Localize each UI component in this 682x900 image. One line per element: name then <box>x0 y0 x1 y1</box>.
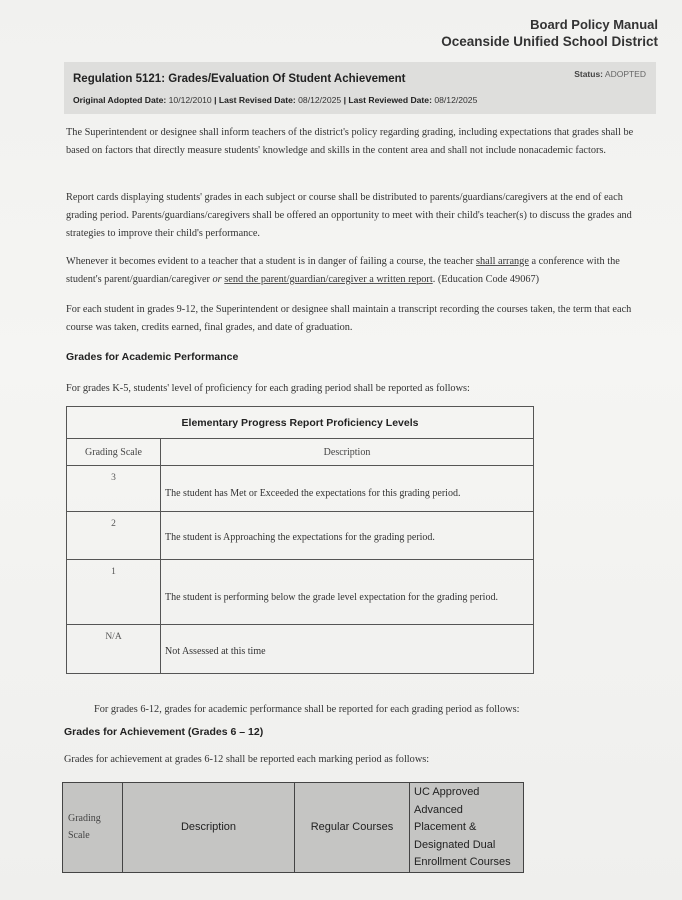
reviewed-date: 08/12/2025 <box>434 95 478 105</box>
table-row: 1 The student is performing below the grade level expectation for the grading period. <box>67 560 534 625</box>
column-header-uc-approved: UC Approved Advanced Placement & Designated Dual Enrollment Courses <box>410 783 524 873</box>
table-row: N/A Not Assessed at this time <box>67 625 534 674</box>
heading-achievement: Grades for Achievement (Grades 6 – 12) <box>64 726 264 738</box>
regulation-header <box>64 62 656 114</box>
manual-header <box>441 16 658 50</box>
table-caption: Elementary Progress Report Proficiency Levels <box>67 407 534 439</box>
elementary-proficiency-table <box>66 406 534 674</box>
table-row: 3 The student has Met or Exceeded the expectations for this grading period. <box>67 466 534 512</box>
heading-academic-performance: Grades for Academic Performance <box>66 351 239 363</box>
regulation-title: Regulation 5121: Grades/Evaluation Of Student Achievement <box>73 73 406 85</box>
regulation-dates: Original Adopted Date: 10/12/2010 | Last Revised Date: 08/12/2025 | Last Reviewed Date: 08/12/2025 <box>73 95 478 105</box>
manual-title: Board Policy Manual <box>530 17 658 32</box>
achievement-grades-table <box>62 782 524 873</box>
status-badge: Status: ADOPTED <box>574 69 646 79</box>
column-header-regular-courses: Regular Courses <box>295 783 410 873</box>
paragraph-grading-policy: The Superintendent or designee shall inform teachers of the district's policy regarding grading, including expectations that grades shall be based on factors that directly measure students' knowledge and skills in the content area and shall not include nonacademic factors. <box>66 127 634 156</box>
paragraph-grades-6-12: For grades 6-12, grades for academic performance shall be reported for each grading period as follows: <box>94 704 520 715</box>
paragraph-k5: For grades K-5, students' level of proficiency for each grading period shall be reported as follows: <box>66 383 470 394</box>
table-row: 2 The student is Approaching the expectations for the grading period. <box>67 512 534 560</box>
paragraph-report-cards: Report cards displaying students' grades in each subject or course shall be distributed to parents/guardians/caregivers at the end of each grading period. Parents/guardians/caregivers shall be offered an opportunity to meet with their child's teacher(s) to discuss the grades and strategies to improve their child's performance. <box>66 192 632 239</box>
column-header-grading-scale: Grading Scale <box>63 783 123 873</box>
district-name: Oceanside Unified School District <box>441 34 658 49</box>
column-header-grading-scale: Grading Scale <box>67 439 161 466</box>
adopted-date: 10/12/2010 <box>168 95 212 105</box>
table-header-row <box>63 783 524 873</box>
paragraph-marking-period: Grades for achievement at grades 6-12 shall be reported each marking period as follows: <box>64 754 430 765</box>
column-header-description: Description <box>123 783 295 873</box>
column-header-description: Description <box>161 439 534 466</box>
paragraph-transcript: For each student in grades 9-12, the Superintendent or designee shall maintain a transcript recording the courses taken, the term that each course was taken, credits earned, final grades, and date of graduation. <box>66 304 632 333</box>
revised-date: 08/12/2025 <box>298 95 342 105</box>
paragraph-failing-notice: Whenever it becomes evident to a teacher that a student is in danger of failing a course, the teacher shall arrange a conference with the student's parent/guardian/caregiver or send the parent/guardian/caregiver a written report. (Education Code 49067) <box>66 256 620 285</box>
